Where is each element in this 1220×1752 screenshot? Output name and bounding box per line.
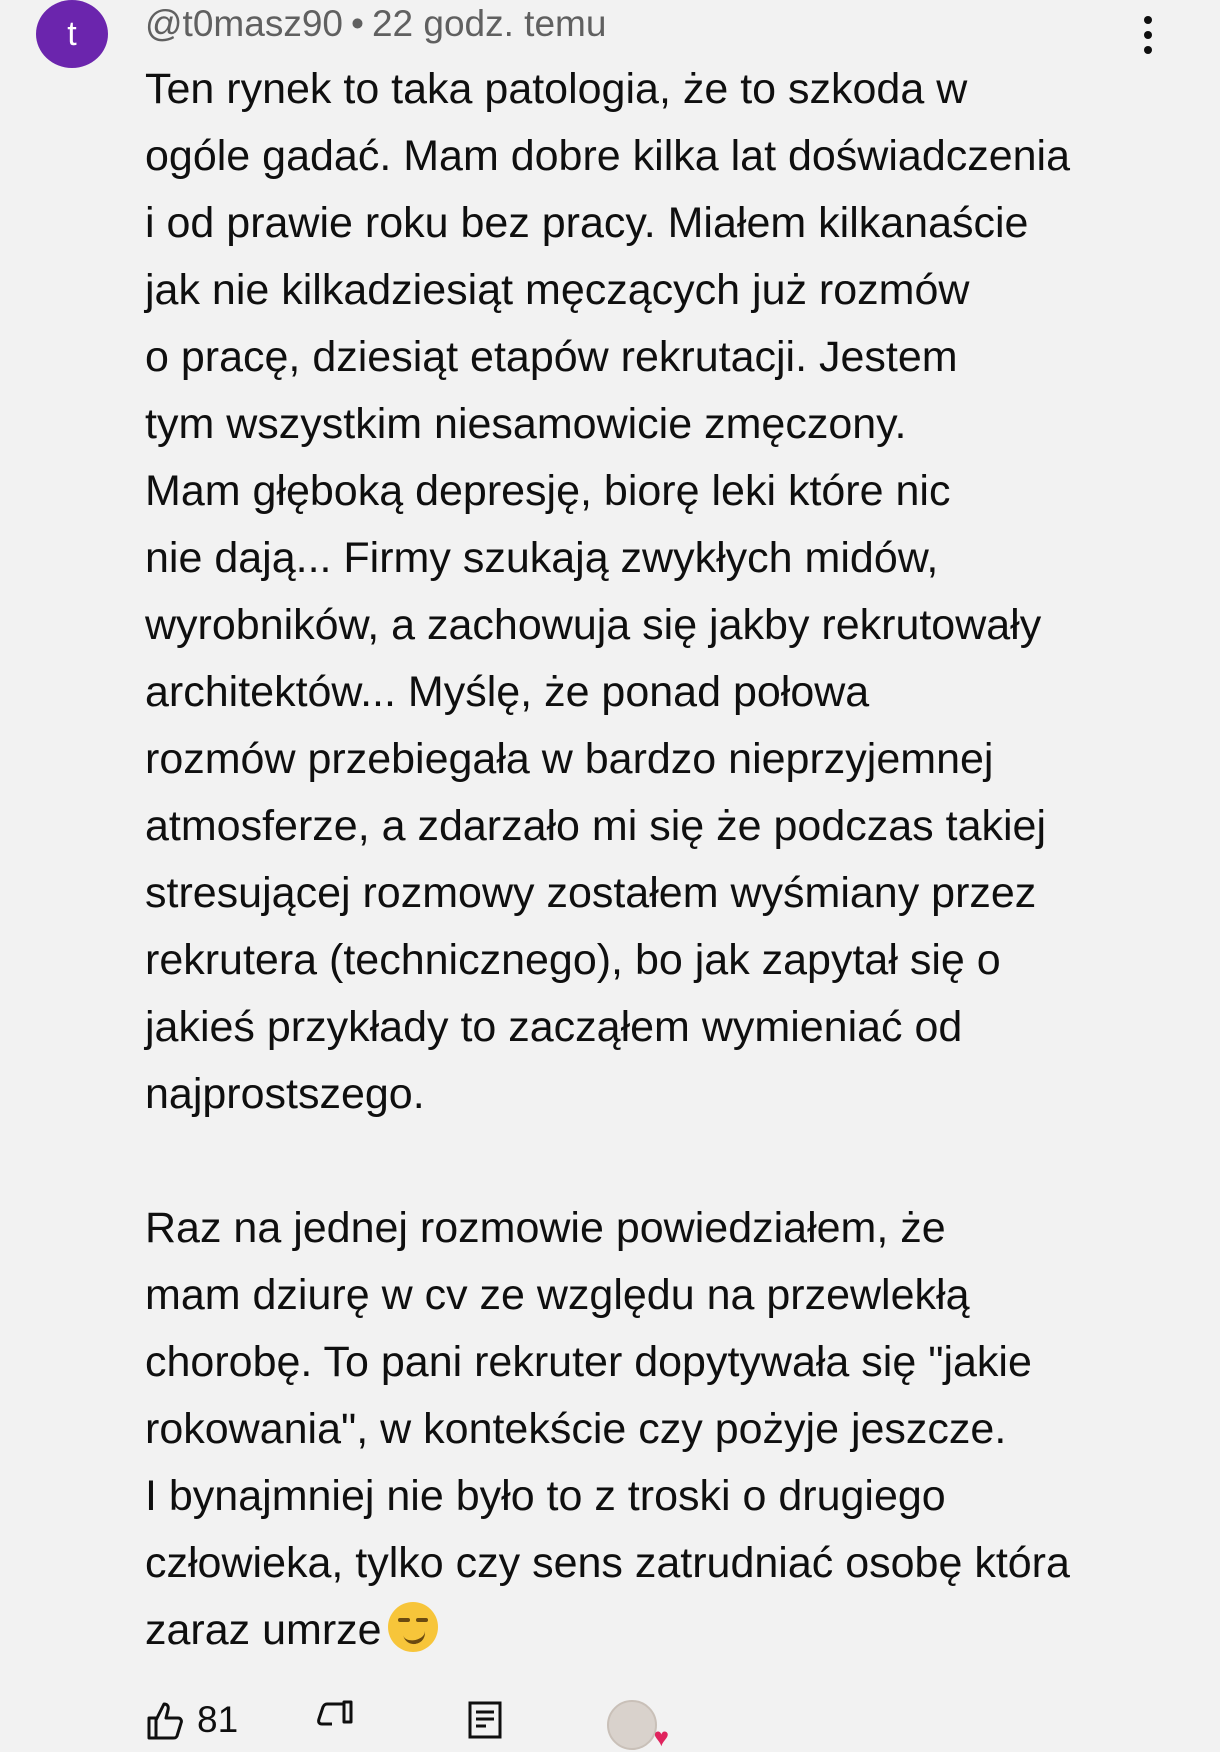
comment-line: rokowania", w kontekście czy pożyje jeszcze. xyxy=(145,1405,1007,1453)
comment-line: mam dziurę w cv ze względu na przewlekłą xyxy=(145,1271,970,1319)
comment-line: człowieka, tylko czy sens zatrudniać osobę która xyxy=(145,1539,1070,1587)
comment-line: o pracę, dziesiąt etapów rekrutacji. Jestem xyxy=(145,333,958,381)
comment-line: najprostszego. xyxy=(145,1070,425,1118)
creator-avatar xyxy=(607,1700,669,1752)
comment-line: rekrutera (technicznego), bo jak zapytał się o xyxy=(145,936,1001,984)
comment-line: i od prawie roku bez pracy. Miałem kilkanaście xyxy=(145,199,1029,247)
comment-line: atmosferze, a zdarzało mi się że podczas takiej xyxy=(145,802,1047,850)
comment-line: ogóle gadać. Mam dobre kilka lat doświadczenia xyxy=(145,132,1071,180)
comment-line: tym wszystkim niesamowicie zmęczony. xyxy=(145,400,907,448)
heart-icon: ♥ xyxy=(653,1722,669,1752)
comment-line: Raz na jednej rozmowie powiedziałem, że xyxy=(145,1204,946,1252)
comment-body xyxy=(145,56,1145,1664)
thumbs-down-icon xyxy=(315,1700,355,1740)
menu-dot-icon xyxy=(1144,46,1152,54)
separator-dot: • xyxy=(350,3,364,44)
menu-dot-icon xyxy=(1144,31,1152,39)
author-name[interactable]: @t0masz90 xyxy=(145,3,343,44)
avatar-letter: t xyxy=(67,14,77,53)
comment-actions xyxy=(145,1699,1145,1752)
comment-line: stresującej rozmowy zostałem wyśmiany przez xyxy=(145,869,1037,917)
comment-line: nie dają... Firmy szukają zwykłych midów, xyxy=(145,534,939,582)
paragraph-break xyxy=(145,1128,1145,1195)
comment-line: jak nie kilkadziesiąt męczących już rozmów xyxy=(145,266,970,314)
comment-line: rozmów przebiegała w bardzo nieprzyjemnej xyxy=(145,735,994,783)
reply-icon xyxy=(467,1700,503,1740)
reply-button[interactable] xyxy=(467,1700,503,1740)
creator-heart-badge[interactable] xyxy=(607,1700,669,1752)
comment-line: wyrobników, a zachowuja się jakby rekrutowały xyxy=(145,601,1042,649)
comment-last-line xyxy=(145,1597,1145,1664)
smirking-face-emoji-icon xyxy=(388,1602,438,1652)
comment-line: jakieś przykłady to zacząłem wymieniać od xyxy=(145,1003,963,1051)
comment-timestamp[interactable]: 22 godz. temu xyxy=(371,3,607,44)
comment-line: chorobę. To pani rekruter dopytywała się "jakie xyxy=(145,1338,1032,1386)
comment-line: I bynajmniej nie było to z troski o drugiego xyxy=(145,1472,946,1520)
comment-line: architektów... Myślę, że ponad połowa xyxy=(145,668,870,716)
menu-dot-icon xyxy=(1144,16,1152,24)
dislike-button[interactable] xyxy=(315,1700,355,1740)
comment-header xyxy=(145,2,606,46)
like-count: 81 xyxy=(197,1699,239,1740)
more-options-button[interactable] xyxy=(1128,10,1168,60)
comment-line: Mam głęboką depresję, biorę leki które nic xyxy=(145,467,951,515)
comment-line-text: zaraz umrze xyxy=(145,1606,382,1654)
comment-line: Ten rynek to taka patologia, że to szkoda w xyxy=(145,65,968,113)
like-button[interactable] xyxy=(145,1700,238,1740)
author-avatar[interactable] xyxy=(36,0,108,68)
thumbs-up-icon xyxy=(145,1700,185,1740)
